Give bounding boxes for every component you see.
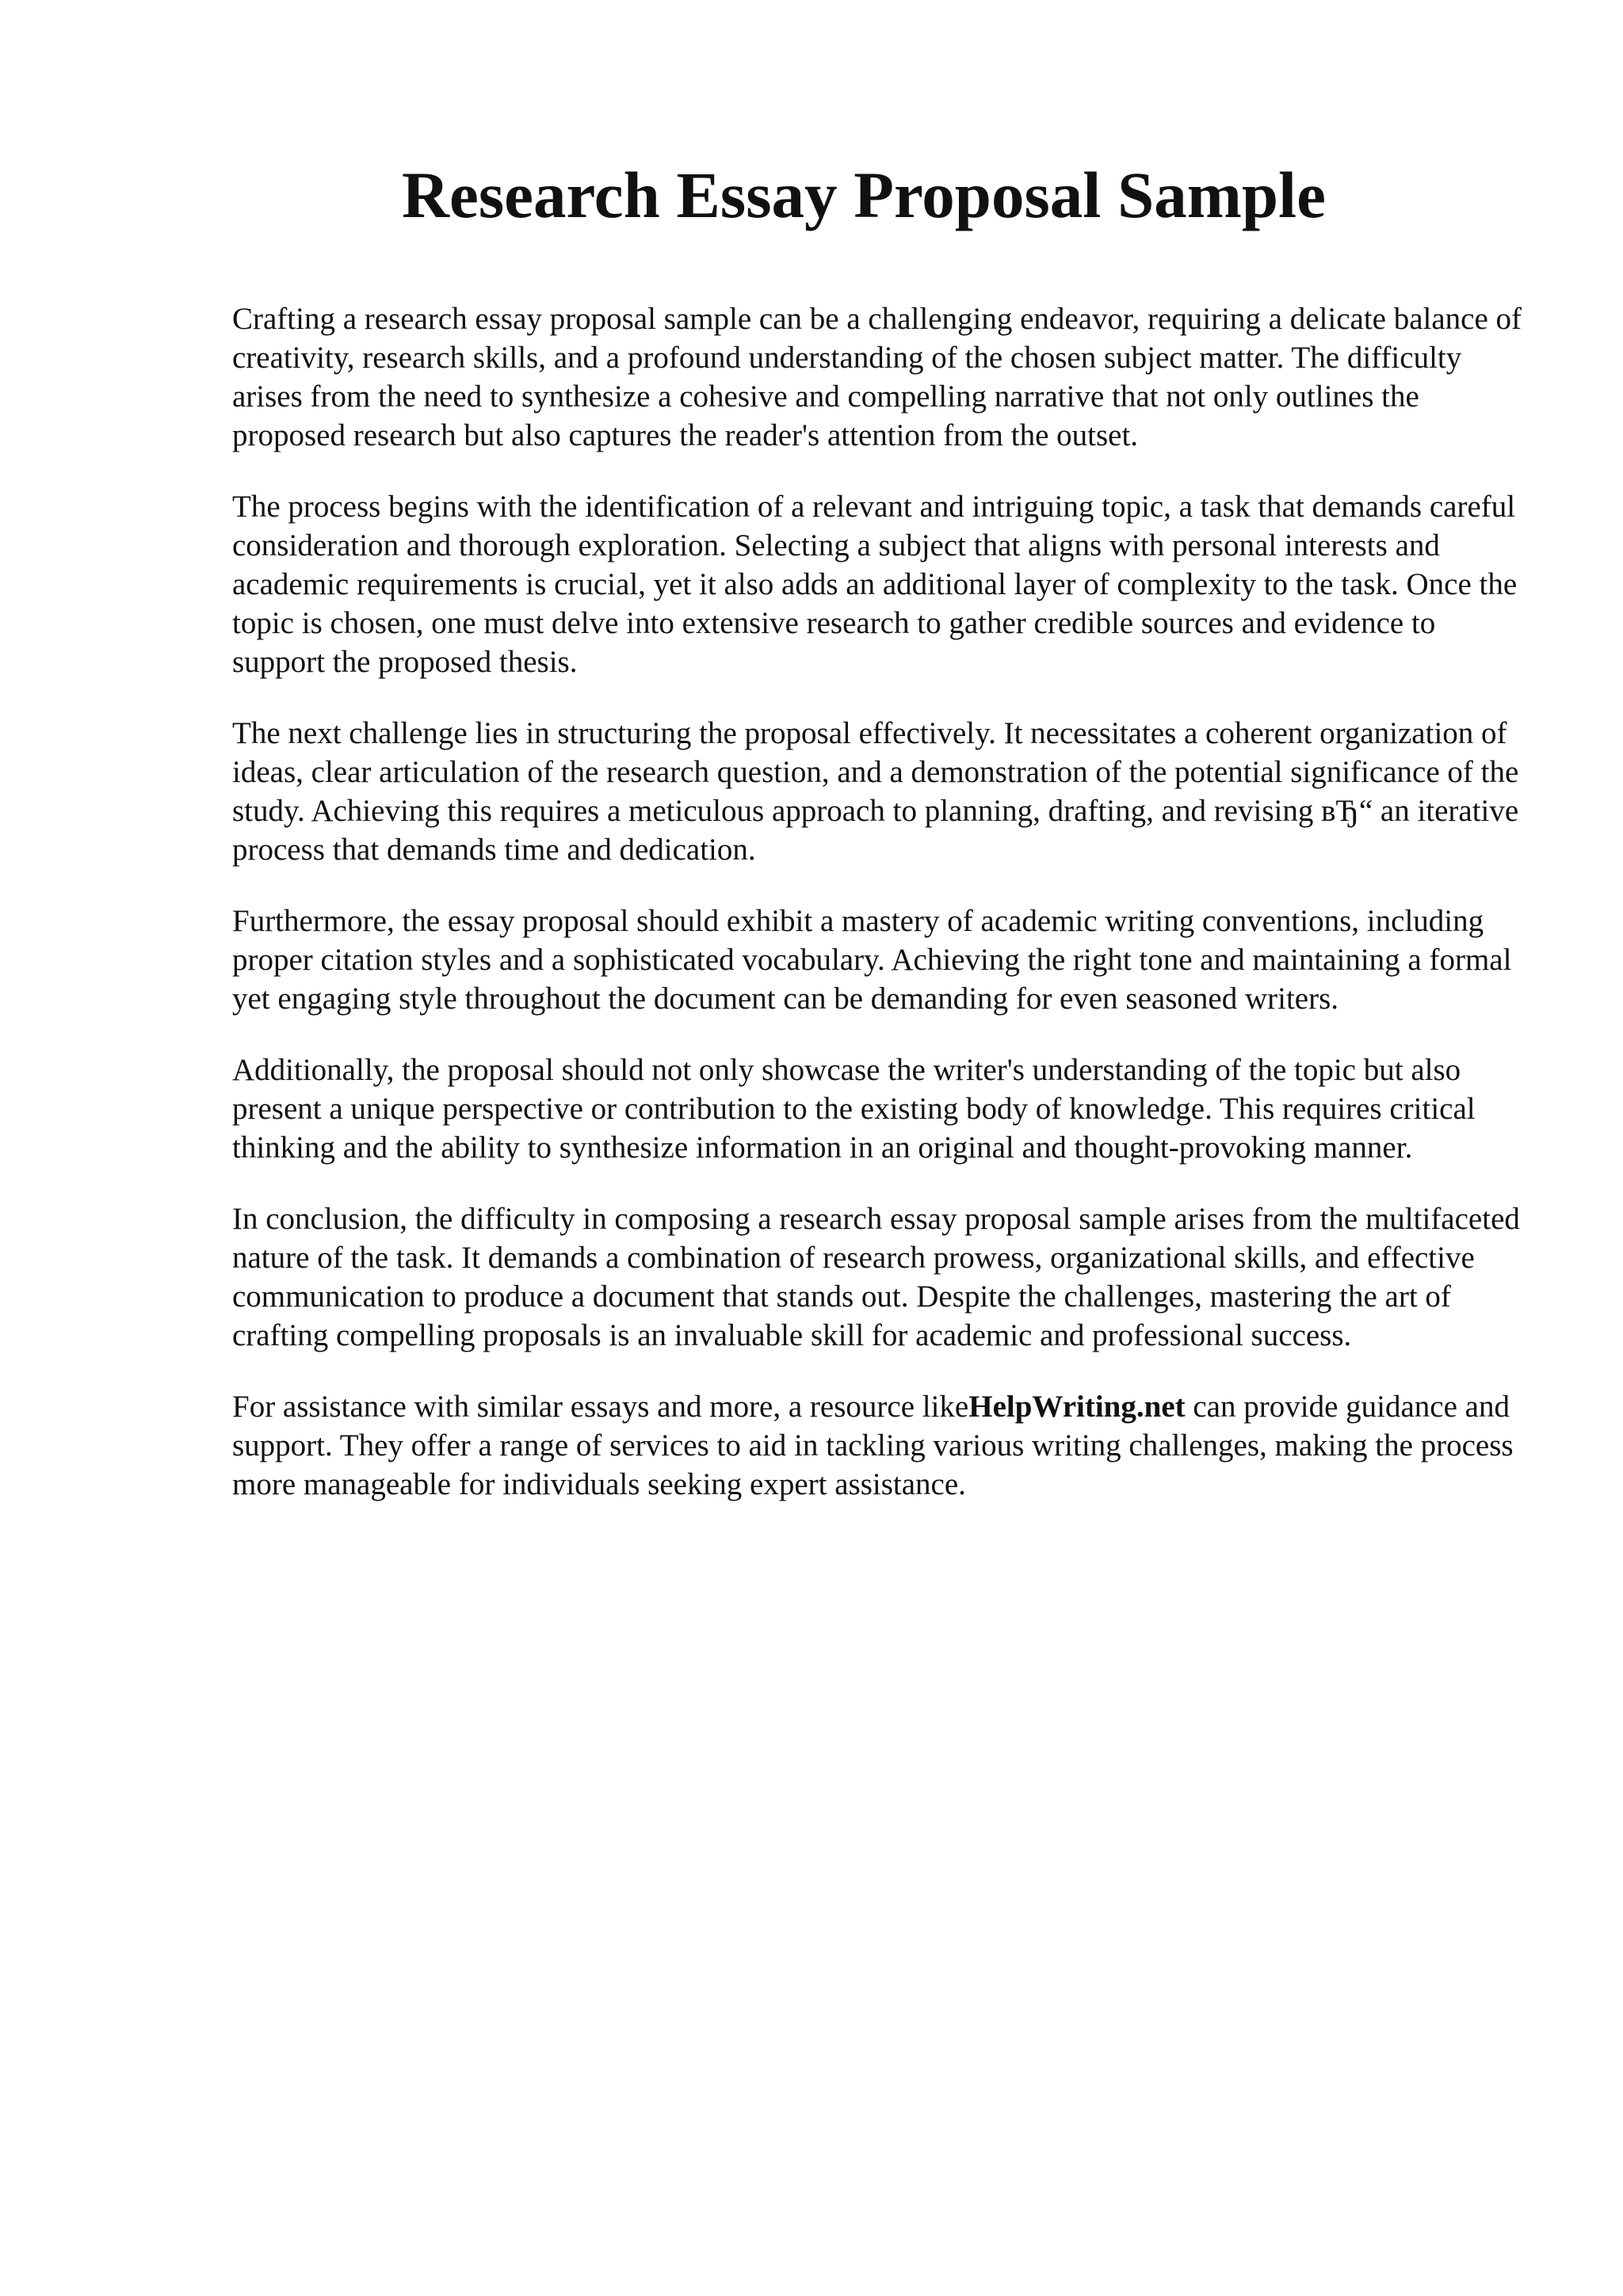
paragraph-intro: Crafting a research essay proposal sample can be a challenging endeavor, requiring a delicate balance of creativity, research skills, and a profound understanding of the chosen subject matter. The difficulty arises from the need to synthesize a cohesive and compelling narrative that not only outlines the proposed research but also captures the reader's attention from the outset. bbox=[232, 302, 1522, 452]
document-title: Research Essay Proposal Sample bbox=[402, 158, 1326, 231]
paragraph-conventions: Furthermore, the essay proposal should exhibit a mastery of academic writing conventions, including proper citation styles and a sophisticated vocabulary. Achieving the right tone and maintaining a formal yet engaging style throughout the document can be demanding for even seasoned writers. bbox=[232, 904, 1512, 1016]
paragraph-conclusion: In conclusion, the difficulty in composing a research essay proposal sample arises from the multifaceted nature of the task. It demands a combination of research prowess, organizational skills, and effective communication to produce a document that stands out. Despite the challenges, mastering the art of crafting compelling proposals is an invaluable skill for academic and professional success. bbox=[232, 1202, 1520, 1352]
helpwriting-link[interactable]: HelpWriting.net bbox=[968, 1390, 1186, 1424]
paragraph-topic-selection: The process begins with the identification of a relevant and intriguing topic, a task that demands careful consideration and thorough exploration. Selecting a subject that aligns with personal interests and academic requirements is crucial, yet it also adds an additional layer of complexity to the task. Once the topic is chosen, one must delve into extensive research to gather credible sources and evidence to support the proposed thesis. bbox=[232, 490, 1518, 679]
resource-text-after: can provide guidance and support. They offer a range of services to aid in tackling various writing challenges, making the process more manageable for individuals seeking expert assistance. bbox=[232, 1390, 1514, 1501]
paragraph-resource bbox=[232, 1387, 1532, 1504]
paragraph-structure: The next challenge lies in structuring the proposal effectively. It necessitates a coherent organization of ideas, clear articulation of the research question, and a demonstration of the potential significance of the study. Achieving this requires a meticulous approach to planning, drafting, and revising вЂ“ an iterative process that demands time and dedication. bbox=[232, 716, 1519, 867]
document-body bbox=[232, 299, 1532, 1536]
paragraph-perspective: Additionally, the proposal should not only showcase the writer's understanding of the topic but also present a unique perspective or contribution to the existing body of knowledge. This requires critical thinking and the ability to synthesize information in an original and thought-provoking manner. bbox=[232, 1053, 1476, 1165]
resource-text-before: For assistance with similar essays and more, a resource like bbox=[232, 1390, 969, 1424]
